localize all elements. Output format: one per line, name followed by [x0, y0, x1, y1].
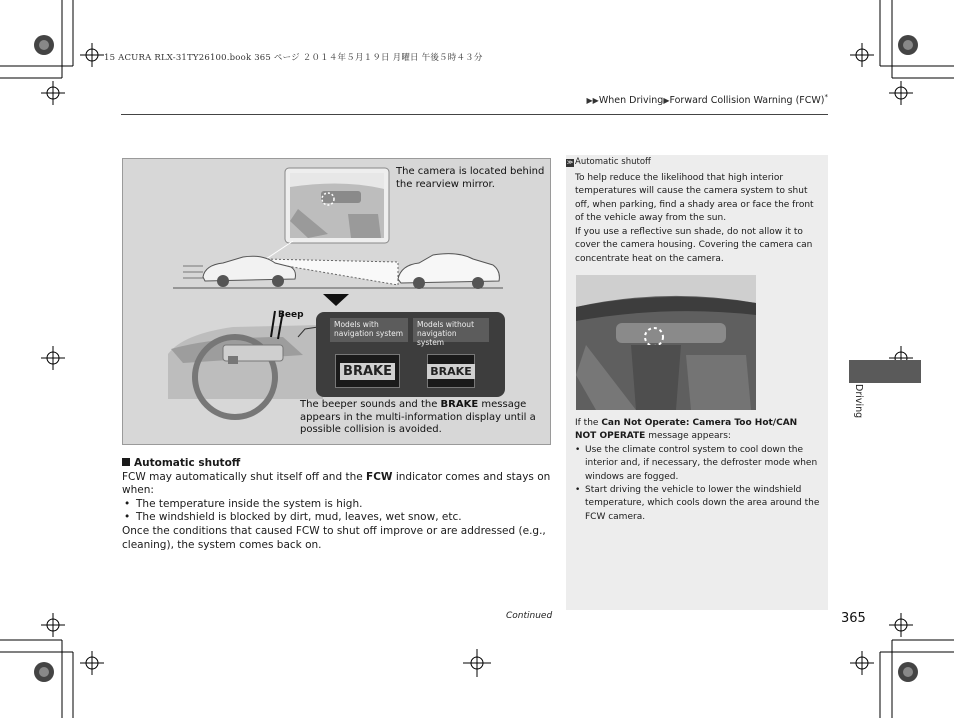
sidebar-reference-label: Automatic shutoff	[575, 157, 651, 167]
list-item: • Use the climate control system to cool down the interior and, if necessary, the defroster mode when windows are fogged.	[575, 444, 820, 484]
double-arrow-icon: ▶▶	[586, 96, 599, 106]
camera-housing-photo	[576, 275, 756, 410]
arrow-icon: ▶	[663, 96, 670, 106]
camera-caption: The camera is located behind the rearview mirror.	[396, 166, 545, 190]
breadcrumb-marker: *	[824, 93, 828, 101]
brake-display-no-nav	[427, 354, 475, 388]
sidebar-reference	[566, 157, 651, 167]
message-intro	[575, 417, 820, 444]
section-heading-text: Automatic shutoff	[134, 457, 241, 469]
message-intro-post: message appears:	[645, 431, 731, 442]
sidebar-paragraph: If you use a reflective sun shade, do not allow it to cover the camera housing. Covering the camera can concentrate heat on the camera.	[575, 227, 813, 264]
sidebar-note	[566, 155, 828, 610]
closing-paragraph: Once the conditions that caused FCW to shut off improve or are addressed (e.g., cleaning), the system comes back on.	[122, 524, 546, 551]
beep-label: Beep	[278, 310, 304, 320]
sidebar-paragraph: To help reduce the likelihood that high interior temperatures will cause the camera system to shut off, when parking, find a shady area or face the front of the vehicle away from the sun.	[575, 173, 814, 224]
section-tab	[849, 360, 921, 383]
intro-post: indicator comes and stays on when:	[122, 470, 551, 497]
list-item: • Start driving the vehicle to lower the windshield temperature, which cools down the area around the FCW camera.	[575, 484, 820, 524]
list-item: • The temperature inside the system is high.	[122, 498, 552, 512]
brake-caption-pre: The beeper sounds and the	[300, 399, 441, 410]
brake-message: BRAKE	[427, 364, 474, 379]
condition-list	[122, 498, 552, 525]
print-header: 15 ACURA RLX-31TY26100.book 365 ページ ２０１４年５月１９日 月曜日 午後５時４３分	[104, 53, 483, 63]
reference-icon: ≫	[566, 159, 574, 166]
square-bullet-icon	[122, 458, 130, 466]
intro-pre: FCW may automatically shut itself off and the	[122, 470, 367, 483]
fcw-illustration	[122, 158, 551, 445]
continued-label: Continued	[506, 611, 553, 621]
brake-caption-bold: BRAKE	[440, 399, 479, 410]
brake-caption-post: message appears in the multi-information display until a possible collision is avoided.	[300, 399, 536, 435]
tag-without-navigation: Models without navigation system	[413, 318, 489, 342]
intro-bold: FCW	[366, 470, 393, 483]
message-intro-pre: If the	[575, 418, 602, 428]
section-tab-label: Driving	[853, 384, 864, 419]
brake-message: BRAKE	[340, 363, 395, 380]
message-name: Can Not Operate: Camera Too Hot/CAN NOT OPERATE	[575, 418, 798, 442]
list-item: • The windshield is blocked by dirt, mud, leaves, wet snow, etc.	[122, 511, 552, 525]
header-rule	[121, 114, 828, 115]
sidebar-list	[575, 444, 820, 524]
brake-caption	[300, 399, 540, 437]
breadcrumb-topic: Forward Collision Warning (FCW)	[669, 95, 825, 107]
brake-display-nav	[335, 354, 400, 388]
intro-paragraph	[122, 471, 552, 498]
section-heading	[122, 457, 552, 471]
windshield-camera-image	[576, 275, 756, 410]
main-section	[122, 457, 552, 552]
page-number: 365	[841, 611, 866, 626]
display-panel	[316, 312, 505, 397]
breadcrumb	[587, 93, 828, 106]
tag-with-navigation: Models with navigation system	[330, 318, 408, 342]
message-section	[575, 417, 820, 524]
breadcrumb-section: When Driving	[598, 95, 664, 107]
